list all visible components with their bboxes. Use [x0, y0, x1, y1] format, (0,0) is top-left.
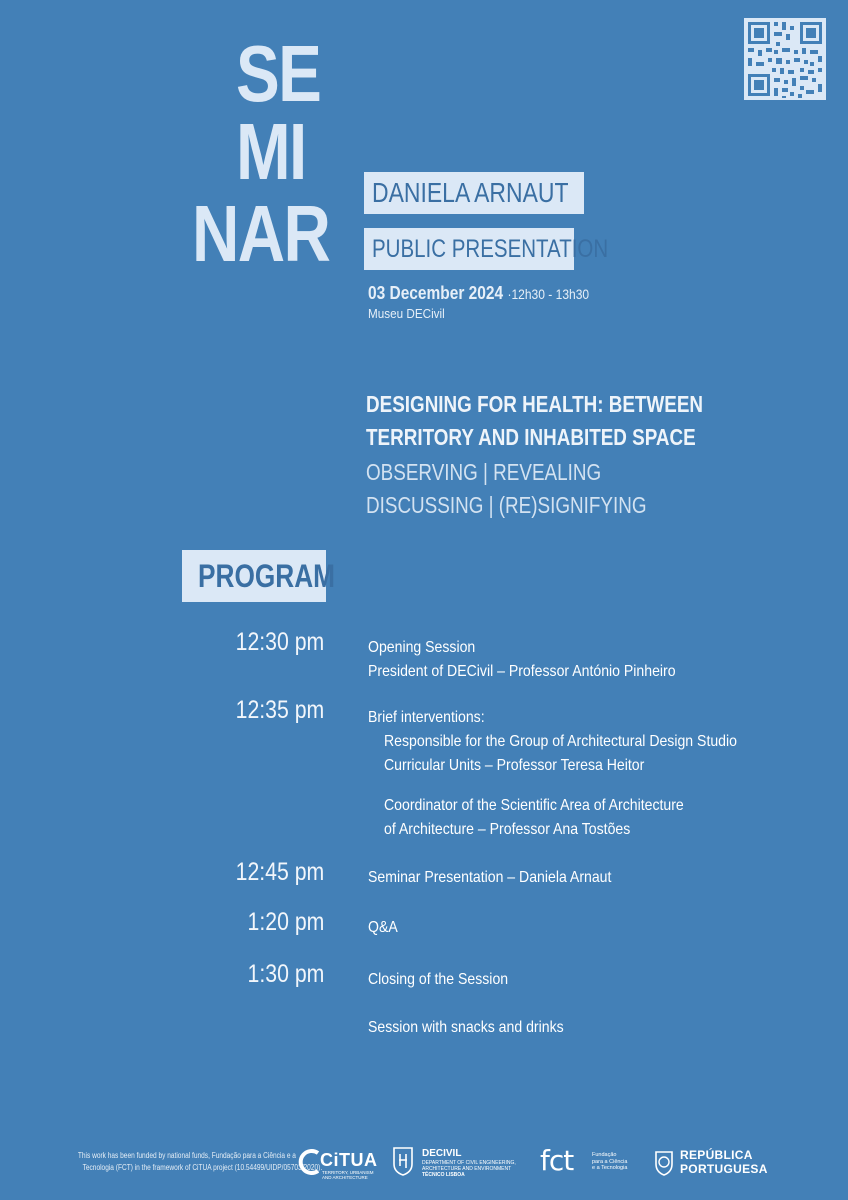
- republica-portuguesa-logo: REPÚBLICA PORTUGUESA: [652, 1146, 782, 1182]
- program-item-2: Brief interventions:: [368, 709, 485, 726]
- event-venue: Museu DECivil: [368, 306, 445, 321]
- program-item-6: Session with snacks and drinks: [368, 1019, 564, 1036]
- program-item-4: Q&A: [368, 919, 398, 936]
- program-item-2-sub-2: Coordinator of the Scientific Area of Architecture of Architecture – Professor Ana Tostões: [384, 797, 684, 838]
- qr-code-icon: [744, 18, 826, 100]
- program-item-5: Closing of the Session: [368, 971, 509, 988]
- fct-logo: fct Fundação para a Ciência e a Tecnologia: [540, 1144, 628, 1177]
- funding-note: This work has been funded by national funds, Fundação para a Ciência e a Tecnologia (FCT) in the framework of CiTUA project (10.54499/UIDP/05703/2020).: [77, 1151, 323, 1172]
- subject-line-1: DESIGNING FOR HEALTH: BETWEEN: [366, 391, 704, 417]
- speaker-box: [364, 172, 584, 214]
- seminar-title-line-2: MI: [236, 107, 306, 196]
- presentation-type-box: [364, 228, 609, 270]
- citua-c-icon: [298, 1148, 322, 1176]
- citua-logo: CiTUA TERRITORY, URBANISM AND ARCHITECTURE: [298, 1146, 378, 1182]
- subject-line-2: TERRITORY AND INHABITED SPACE: [366, 424, 696, 450]
- seminar-title-line-1: SE: [236, 29, 321, 118]
- tecnico-shield-icon: [392, 1146, 414, 1176]
- program-item-3: Seminar Presentation – Daniela Arnaut: [368, 869, 612, 886]
- program-time-1: 12:30 pm: [235, 628, 324, 656]
- program-heading-box: [182, 550, 336, 602]
- qr-code[interactable]: [744, 18, 826, 100]
- program-time-4: 1:20 pm: [247, 908, 324, 936]
- event-date: 03 December 2024: [368, 283, 504, 303]
- program-time-5: 1:30 pm: [247, 960, 324, 988]
- speaker-name: DANIELA ARNAUT: [372, 177, 569, 208]
- seminar-subject: [366, 388, 777, 454]
- seminar-themes: [366, 456, 708, 522]
- presentation-type: PUBLIC PRESENTATION: [372, 235, 609, 263]
- program-item-2-sub-1: Responsible for the Group of Architectural Design Studio Curricular Units – Professor Teresa Heitor: [384, 733, 737, 774]
- seminar-title-line-3: NAR: [192, 189, 330, 278]
- program-time-3: 12:45 pm: [235, 858, 324, 886]
- event-time: ·12h30 - 13h30: [507, 286, 590, 302]
- program-time-2: 12:35 pm: [235, 696, 324, 724]
- decivil-logo: DECIVIL DEPARTMENT OF CIVIL ENGINEERING, ARCHITECTURE AND ENVIRONMENT TÉCNICO LISBOA: [392, 1146, 532, 1186]
- event-date-line: [368, 283, 625, 304]
- program-heading: PROGRAM: [198, 558, 336, 594]
- program-item-1: Opening Session President of DECivil – Professor António Pinheiro: [368, 639, 676, 680]
- theme-line-2: DISCUSSING | (RE)SIGNIFYING: [366, 492, 647, 518]
- republica-emblem-icon: [652, 1148, 676, 1176]
- theme-line-1: OBSERVING | REVEALING: [366, 459, 602, 485]
